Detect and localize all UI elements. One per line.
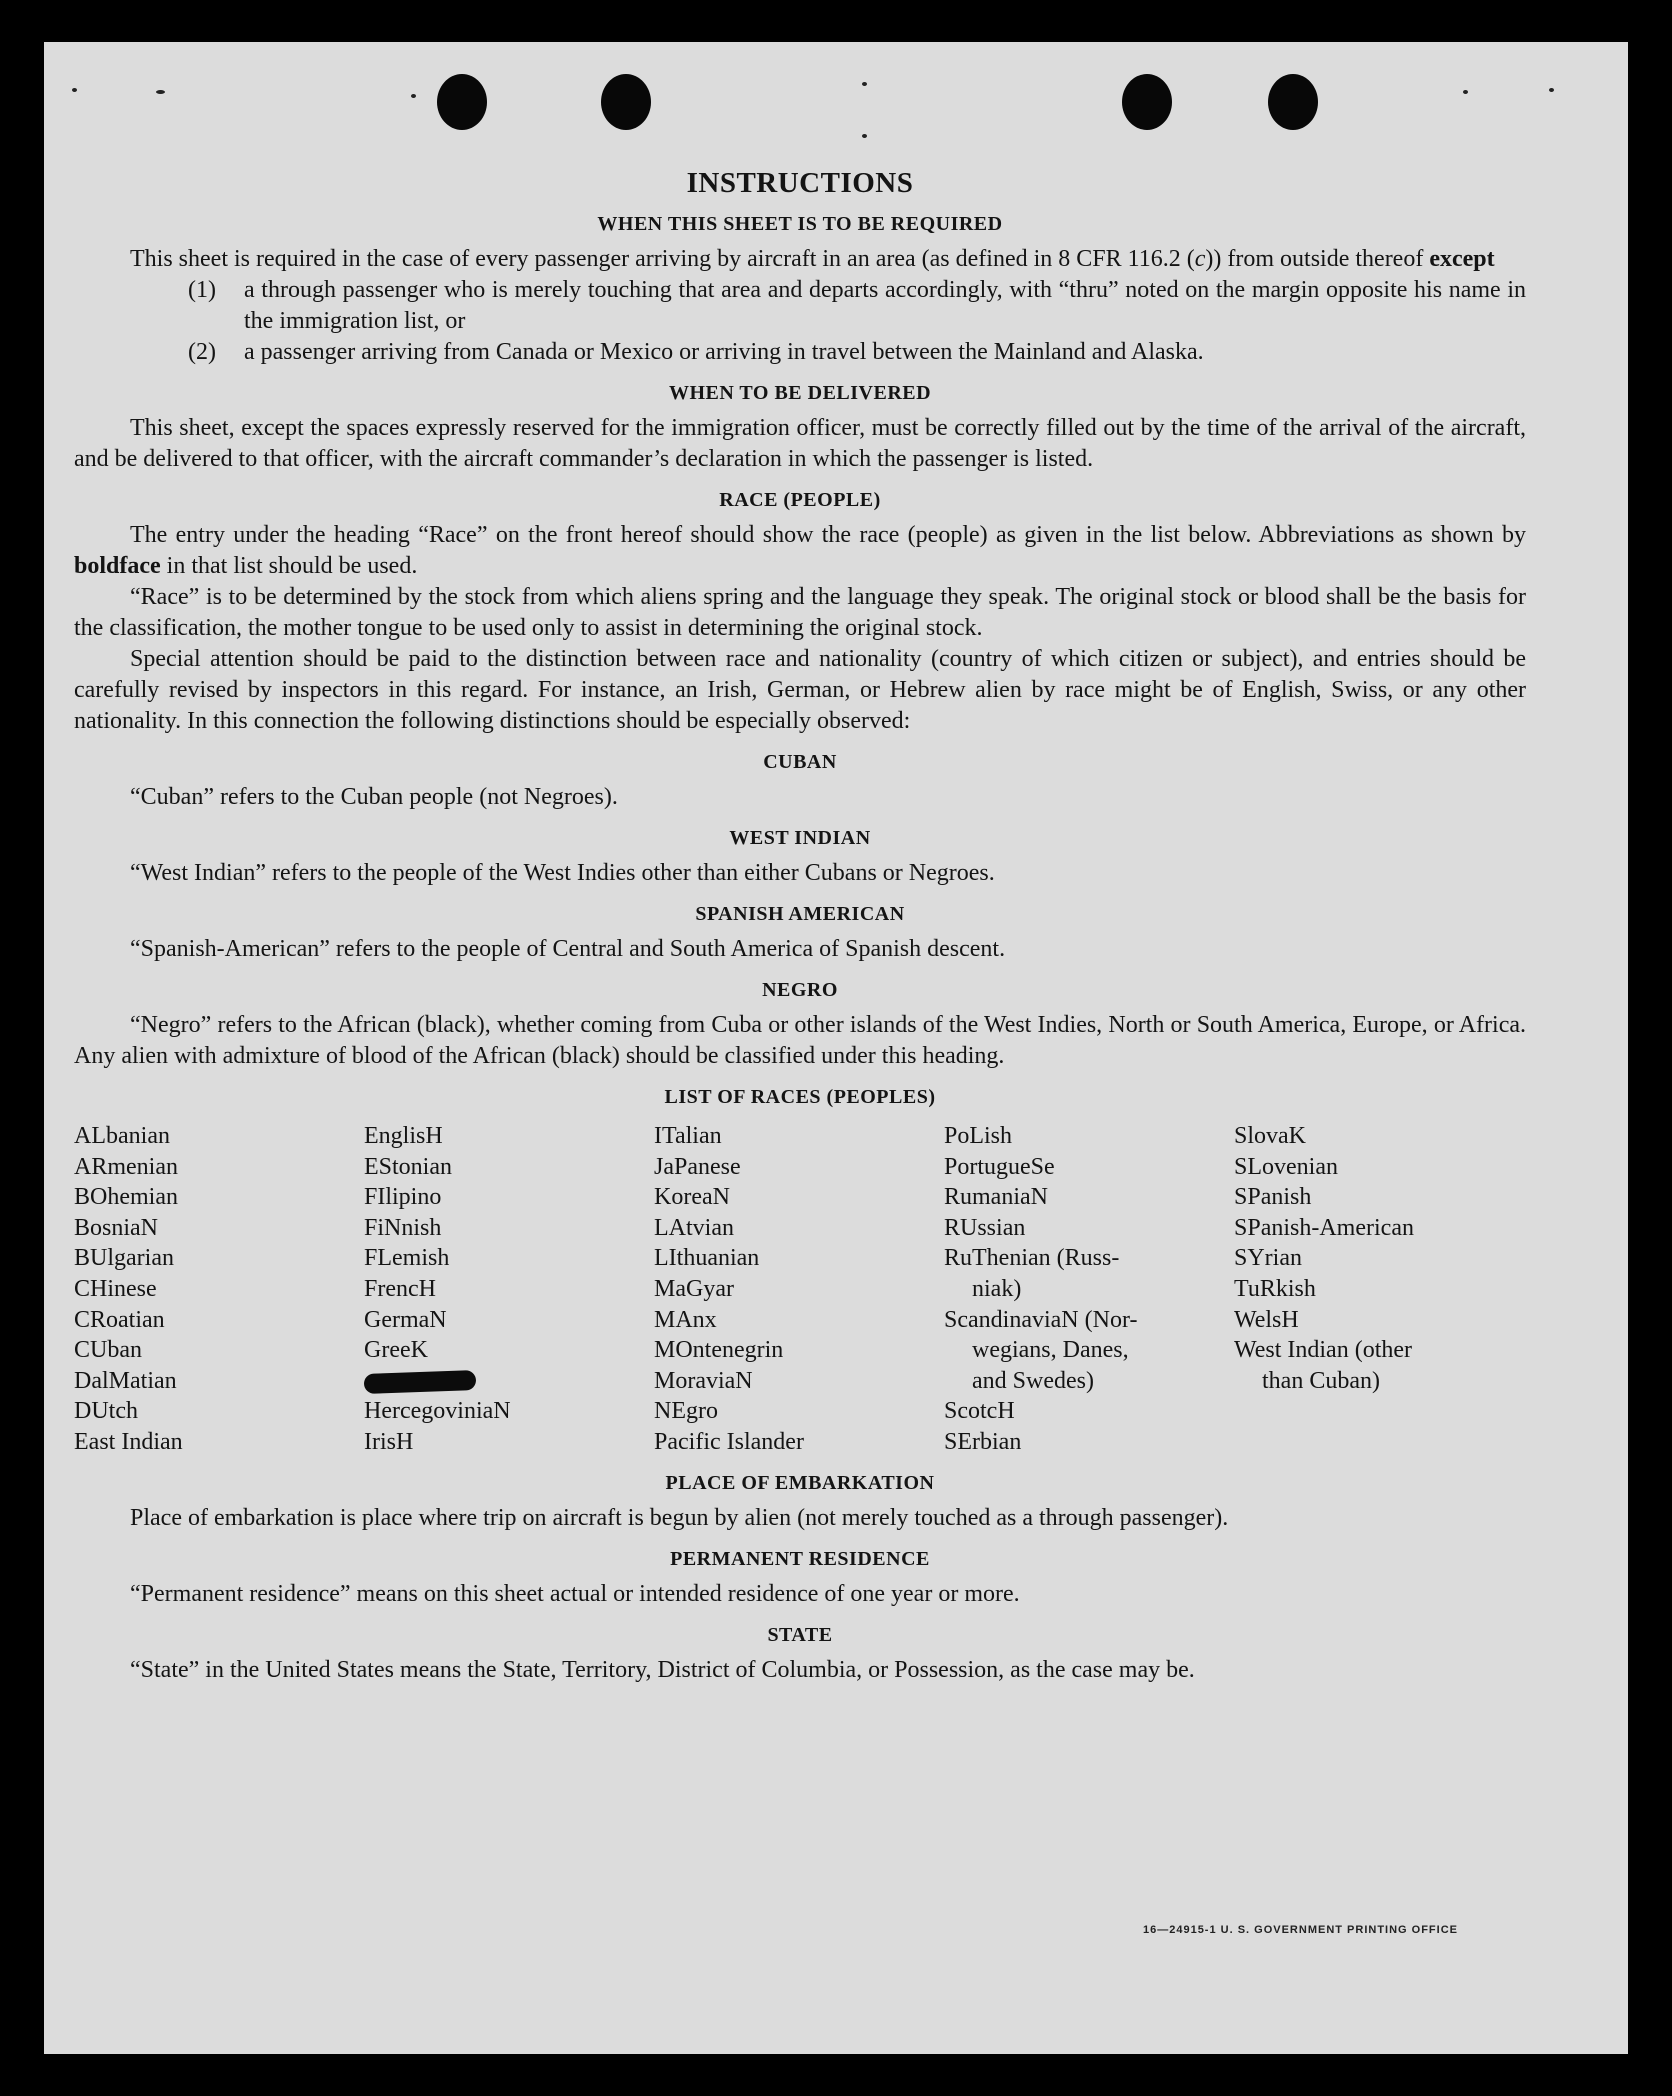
race-paragraph-3: Special attention should be paid to the distinction between race and nationality (country of which citizen or subject), and entries should be carefully revised by inspectors in this regard. For instance, an Irish, German, or Hebrew alien by race might be of English, Swiss, or any other nationality. In this connection the following distinctions should be especially observed: [74, 646, 1526, 734]
section-heading-required: WHEN THIS SHEET IS TO BE REQUIRED [597, 213, 1003, 235]
section-heading-embarkation: PLACE OF EMBARKATION [665, 1471, 935, 1494]
section-heading-cuban: CUBAN [763, 751, 837, 773]
race-entry: SLovenian [1234, 1153, 1338, 1180]
race-entry: CRoatian [74, 1306, 165, 1333]
race-entry: CHinese [74, 1275, 157, 1302]
item-number: (2) [188, 339, 216, 365]
punch-hole [437, 74, 487, 130]
race-entry: DUtch [74, 1398, 138, 1425]
race-entry-continued: wegians, Danes, [972, 1337, 1129, 1364]
race-entry: ScotcH [944, 1398, 1015, 1425]
race-entry: East Indian [74, 1428, 183, 1455]
race-entry: BosniaN [74, 1214, 158, 1241]
required-intro: This sheet is required in the case of every passenger arriving by aircraft in an area (as defined in 8 CFR 116.2 (c)) from outside thereof except [130, 246, 1495, 272]
speck [411, 94, 416, 98]
speck [862, 134, 867, 138]
race-entry: GermaN [364, 1306, 447, 1333]
race-entry: EStonian [364, 1153, 452, 1180]
race-entry: NEgro [654, 1398, 718, 1425]
race-entry: SPanish [1234, 1184, 1312, 1211]
race-paragraph-1: The entry under the heading “Race” on the front hereof should show the race (people) as given in the list below. Abbreviations as shown by boldface in that list should be used. [74, 522, 1526, 579]
race-entry: RUssian [944, 1214, 1026, 1241]
item-number: (1) [188, 277, 216, 303]
race-entry: FrencH [364, 1275, 436, 1302]
section-heading-residence: PERMANENT RESIDENCE [670, 1547, 930, 1570]
races-column [74, 1121, 364, 1458]
race-entry: ARmenian [74, 1153, 178, 1180]
race-entry: SErbian [944, 1428, 1022, 1455]
negro-text: “Negro” refers to the African (black), whether coming from Cuba or other islands of the West Indies, North or South America, Europe, or Africa. Any alien with admixture of blood of the African (black) should be classified under this heading. [74, 1012, 1526, 1069]
redacted-entry [364, 1366, 654, 1397]
race-entry: FIlipino [364, 1184, 442, 1211]
west-indian-text: “West Indian” refers to the people of the West Indies other than either Cubans or Negroes. [130, 860, 995, 886]
speck [1463, 90, 1468, 94]
races-list [74, 1121, 1526, 1458]
race-entry-continued: niak) [972, 1275, 1022, 1302]
race-entry: KoreaN [654, 1184, 730, 1211]
redaction-mark [364, 1370, 477, 1394]
race-entry-continued: and Swedes) [972, 1367, 1094, 1394]
embarkation-text: Place of embarkation is place where trip on aircraft is begun by alien (not merely touched as a through passenger). [130, 1504, 1229, 1531]
state-text: “State” in the United States means the State, Territory, District of Columbia, or Possession, as the case may be. [130, 1656, 1195, 1683]
race-entry: DalMatian [74, 1367, 177, 1394]
race-entry-continued: than Cuban) [1262, 1367, 1380, 1394]
section-heading-delivered: WHEN TO BE DELIVERED [668, 382, 932, 404]
residence-text: “Permanent residence” means on this sheet actual or intended residence of one year or more. [130, 1580, 1020, 1607]
race-entry: MoraviaN [654, 1367, 753, 1394]
race-entry: CUban [74, 1337, 142, 1364]
race-entry: PortugueSe [944, 1153, 1055, 1180]
item-text: a through passenger who is merely touching that area and departs accordingly, with “thru” noted on the margin opposite his name in the immigration list, or [244, 277, 1526, 334]
punch-hole [1268, 74, 1318, 130]
race-entry: MaGyar [654, 1275, 734, 1302]
races-column [944, 1121, 1234, 1458]
races-column [1234, 1121, 1524, 1458]
race-entry: SYrian [1234, 1245, 1302, 1272]
section-heading-negro: NEGRO [762, 979, 838, 1001]
speck [1549, 88, 1554, 92]
section-heading-state: STATE [767, 1623, 833, 1646]
race-entry: LAtvian [654, 1214, 734, 1241]
race-entry: ScandinaviaN (Nor- [944, 1306, 1138, 1333]
race-entry: FiNnish [364, 1214, 442, 1241]
race-paragraph-2: “Race” is to be determined by the stock from which aliens spring and the language they speak. The original stock or blood shall be the basis for the classification, the mother tongue to be used only to assist in determining the original stock. [74, 584, 1526, 641]
races-column [364, 1121, 654, 1458]
section-heading-west-indian: WEST INDIAN [729, 827, 871, 849]
race-entry: MAnx [654, 1306, 717, 1333]
race-entry: LIthuanian [654, 1245, 760, 1272]
delivered-text: This sheet, except the spaces expressly reserved for the immigration officer, must be correctly filled out by the time of the arrival of the aircraft, and be delivered to that officer, with the aircraft commander’s declaration in which the passenger is listed. [74, 415, 1526, 472]
race-entry: MOntenegrin [654, 1337, 784, 1364]
race-entry: PoLish [944, 1123, 1013, 1149]
punch-hole [601, 74, 651, 130]
document-sheet [44, 42, 1628, 2054]
exception-item-2 [188, 337, 1526, 368]
race-entry: EnglisH [364, 1123, 443, 1149]
exception-item-1 [188, 275, 1526, 337]
race-entry: West Indian (other [1234, 1337, 1413, 1364]
item-text: a passenger arriving from Canada or Mexico or arriving in travel between the Mainland and Alaska. [244, 339, 1204, 365]
race-entry: BOhemian [74, 1184, 178, 1211]
cuban-text: “Cuban” refers to the Cuban people (not Negroes). [130, 784, 618, 810]
race-entry: RumaniaN [944, 1184, 1048, 1211]
speck [72, 88, 77, 92]
section-heading-race: RACE (PEOPLE) [719, 489, 881, 511]
race-entry: SlovaK [1234, 1123, 1306, 1149]
races-column [654, 1121, 944, 1458]
speck [156, 90, 165, 94]
race-entry: ALbanian [74, 1123, 170, 1149]
race-entry: FLemish [364, 1245, 450, 1272]
printing-office-footer: 16—24915-1 U. S. GOVERNMENT PRINTING OFFICE [1142, 1924, 1458, 1936]
section-heading-races-list: LIST OF RACES (PEOPLES) [664, 1086, 936, 1108]
race-entry: RuThenian (Russ- [944, 1245, 1120, 1272]
race-entry: JaPanese [654, 1153, 741, 1180]
race-entry: BUlgarian [74, 1245, 174, 1272]
race-entry: WelsH [1234, 1306, 1299, 1333]
race-entry: GreeK [364, 1337, 428, 1364]
instructions-content [74, 168, 1526, 1686]
section-heading-spanish-american: SPANISH AMERICAN [695, 903, 905, 925]
race-entry: TuRkish [1234, 1275, 1316, 1302]
race-entry: IrisH [364, 1428, 414, 1455]
spanish-american-text: “Spanish-American” refers to the people of Central and South America of Spanish descent. [130, 936, 1006, 962]
race-entry: SPanish-American [1234, 1214, 1414, 1241]
speck [862, 82, 867, 86]
page-title: INSTRUCTIONS [686, 167, 914, 199]
race-entry: ITalian [654, 1123, 722, 1149]
punch-hole [1122, 74, 1172, 130]
race-entry: HercegoviniaN [364, 1398, 511, 1425]
race-entry: Pacific Islander [654, 1428, 804, 1455]
